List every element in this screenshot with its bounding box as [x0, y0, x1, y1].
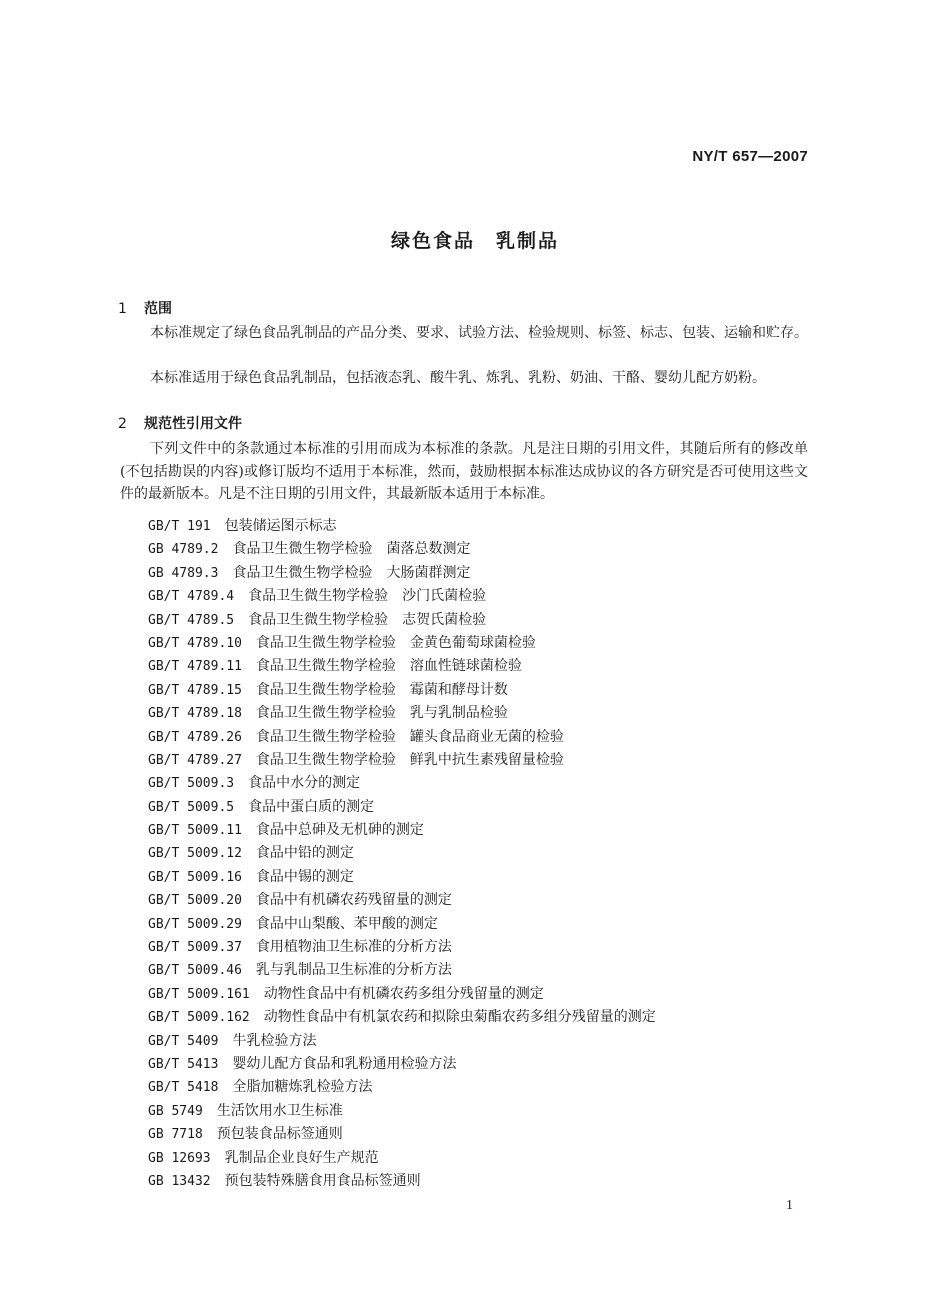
reference-code: GB/T 5009.46: [148, 963, 242, 979]
section-2-title: 规范性引用文件: [144, 416, 242, 432]
reference-item: [148, 1147, 656, 1170]
reference-item: [148, 585, 656, 608]
reference-code: GB/T 5009.162: [148, 1010, 250, 1026]
reference-code: GB/T 4789.11: [148, 659, 242, 675]
reference-item: [148, 1100, 656, 1123]
page-number: 1: [786, 1198, 793, 1213]
reference-item: [148, 679, 656, 702]
reference-title: 乳制品企业良好生产规范: [224, 1149, 379, 1166]
reference-title: 食品中山梨酸、苯甲酸的测定: [255, 915, 438, 932]
reference-code: GB/T 4789.15: [148, 682, 242, 698]
reference-item: [148, 632, 656, 655]
reference-item: [148, 889, 656, 912]
reference-title: 食品卫生微生物学检验 菌落总数测定: [232, 541, 471, 558]
reference-code: GB 12693: [148, 1150, 211, 1166]
reference-title: 食品卫生微生物学检验 罐头食品商业无菌的检验: [255, 728, 564, 745]
reference-code: GB/T 5418: [148, 1080, 219, 1096]
reference-code: GB/T 5009.12: [148, 846, 242, 862]
reference-item: [148, 913, 656, 936]
reference-title: 食品卫生微生物学检验 沙门氏菌检验: [248, 588, 487, 605]
reference-item: [148, 655, 656, 678]
reference-item: [148, 609, 656, 632]
standard-code: NY/T 657—2007: [692, 148, 808, 165]
reference-item: [148, 1123, 656, 1146]
reference-item: [148, 1053, 656, 1076]
reference-code: GB/T 4789.10: [148, 635, 242, 651]
reference-title: 生活饮用水卫生标准: [216, 1102, 343, 1119]
reference-code: GB/T 5009.11: [148, 823, 242, 839]
section-2-intro: 下列文件中的条款通过本标准的引用而成为本标准的条款。凡是注日期的引用文件，其随后所有的修改单(不包括勘误的内容)或修订版均不适用于本标准，然而，鼓励根据本标准达成协议的各方研究是否可使用这些文件的最新版本。凡是不注日期的引用文件，其最新版本适用于本标准。: [120, 441, 808, 502]
reference-item: [148, 959, 656, 982]
reference-code: GB/T 5009.29: [148, 916, 242, 932]
reference-code: GB/T 5009.3: [148, 776, 235, 792]
reference-item: [148, 1006, 656, 1029]
reference-title: 预包装食品标签通则: [216, 1126, 343, 1143]
reference-item: [148, 562, 656, 585]
reference-title: 动物性食品中有机氯农药和拟除虫菊酯农药多组分残留量的测定: [263, 1009, 656, 1026]
reference-code: GB 5749: [148, 1103, 203, 1119]
reference-item: [148, 538, 656, 561]
reference-title: 食品中铅的测定: [255, 845, 354, 862]
section-1-number: 1: [118, 301, 127, 317]
reference-code: GB/T 4789.27: [148, 752, 242, 768]
reference-item: [148, 936, 656, 959]
reference-item: [148, 819, 656, 842]
document-title: 绿色食品 乳制品: [390, 230, 559, 252]
reference-item: [148, 726, 656, 749]
reference-list: [148, 515, 656, 1193]
reference-code: GB/T 5413: [148, 1056, 219, 1072]
reference-title: 食品中锡的测定: [255, 868, 354, 885]
reference-code: GB 4789.2: [148, 542, 219, 558]
reference-title: 食品卫生微生物学检验 鲜乳中抗生素残留量检验: [255, 751, 564, 768]
reference-title: 食用植物油卫生标准的分析方法: [255, 939, 452, 956]
reference-title: 包装储运图示标志: [224, 518, 337, 534]
reference-title: 食品中水分的测定: [248, 775, 361, 792]
reference-title: 食品中有机磷农药残留量的测定: [255, 892, 452, 909]
reference-code: GB/T 5009.16: [148, 869, 242, 885]
reference-title: 食品卫生微生物学检验 金黄色葡萄球菌检验: [255, 634, 536, 651]
section-2-heading: [118, 413, 242, 433]
section-1-title: 范围: [144, 301, 172, 317]
reference-code: GB 4789.3: [148, 565, 219, 581]
reference-title: 婴幼儿配方食品和乳粉通用检验方法: [232, 1055, 457, 1072]
reference-item: [148, 515, 656, 538]
reference-code: GB/T 4789.26: [148, 729, 242, 745]
reference-code: GB/T 5009.161: [148, 986, 250, 1002]
reference-item: [148, 772, 656, 795]
reference-item: [148, 983, 656, 1006]
reference-item: [148, 702, 656, 725]
reference-code: GB/T 191: [148, 519, 211, 534]
reference-code: GB/T 4789.18: [148, 706, 242, 722]
section-1-paragraph-1: 本标准规定了绿色食品乳制品的产品分类、要求、试验方法、检验规则、标签、标志、包装、运输和贮存。: [150, 325, 808, 341]
reference-code: GB/T 5009.20: [148, 893, 242, 909]
reference-item: [148, 842, 656, 865]
section-2-number: 2: [118, 416, 127, 432]
reference-title: 全脂加糖炼乳检验方法: [232, 1079, 373, 1096]
reference-item: [148, 1030, 656, 1053]
section-1-heading: [118, 298, 172, 318]
reference-title: 食品中总砷及无机砷的测定: [255, 822, 424, 839]
section-1-paragraph-2: 本标准适用于绿色食品乳制品，包括液态乳、酸牛乳、炼乳、乳粉、奶油、干酪、婴幼儿配方奶粉。: [150, 370, 766, 386]
reference-title: 预包装特殊膳食用食品标签通则: [224, 1172, 421, 1189]
reference-code: GB/T 4789.5: [148, 612, 235, 628]
reference-title: 牛乳检验方法: [232, 1032, 317, 1049]
reference-code: GB 13432: [148, 1173, 211, 1189]
reference-code: GB/T 4789.4: [148, 589, 235, 605]
reference-title: 食品卫生微生物学检验 志贺氏菌检验: [248, 611, 487, 628]
reference-code: GB/T 5009.37: [148, 940, 242, 956]
reference-item: [148, 749, 656, 772]
reference-title: 食品中蛋白质的测定: [248, 798, 375, 815]
reference-title: 乳与乳制品卫生标准的分析方法: [255, 962, 452, 979]
reference-item: [148, 866, 656, 889]
reference-code: GB/T 5409: [148, 1033, 219, 1049]
reference-title: 动物性食品中有机磷农药多组分残留量的测定: [263, 985, 544, 1002]
reference-code: GB 7718: [148, 1127, 203, 1143]
reference-title: 食品卫生微生物学检验 大肠菌群测定: [232, 564, 471, 581]
reference-item: [148, 1076, 656, 1099]
reference-item: [148, 796, 656, 819]
reference-item: [148, 1170, 656, 1193]
reference-code: GB/T 5009.5: [148, 799, 235, 815]
reference-title: 食品卫生微生物学检验 溶血性链球菌检验: [255, 658, 522, 675]
reference-title: 食品卫生微生物学检验 乳与乳制品检验: [255, 705, 508, 722]
reference-title: 食品卫生微生物学检验 霉菌和酵母计数: [255, 681, 508, 698]
